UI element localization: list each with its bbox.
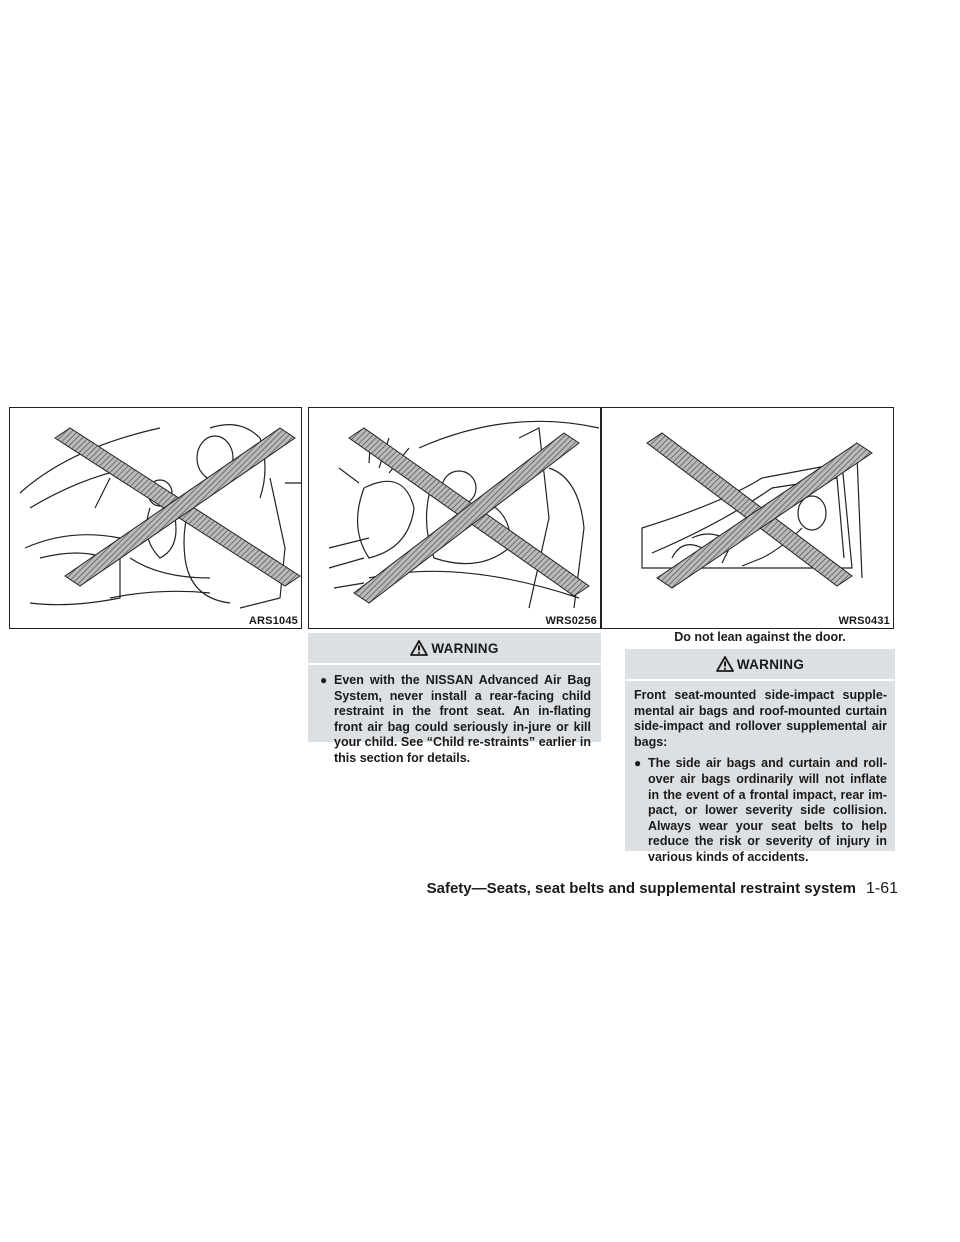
warning-bullet	[634, 756, 887, 865]
warning-intro: Front seat-mounted side-impact supple-mental air bags and roof-mounted curtain side-impact and rollover supplemental air bags:	[634, 688, 887, 749]
warning-title: WARNING	[736, 656, 805, 672]
warning-triangle-icon	[410, 640, 428, 656]
figure-code: WRS0256	[545, 615, 597, 627]
page-number: 1-61	[865, 880, 898, 897]
warning-heading	[308, 633, 601, 665]
warning-bullet-text: The side air bags and curtain and roll-over air bags ordinarily will not inflate in the event of a frontal impact, rear im-pact, or lower severity side collision. Always wear your seat belts to help reduce the risk or severity of injury in various kinds of accidents.	[648, 756, 887, 864]
warning-bullet	[320, 673, 591, 767]
page-footer	[0, 880, 898, 898]
warning-box-side-airbags	[625, 649, 895, 864]
figure-code: ARS1045	[248, 615, 298, 627]
figure-code: WRS0431	[838, 615, 890, 627]
figure-child-on-lap	[9, 407, 302, 629]
warning-bullet-text: Even with the NISSAN Advanced Air Bag System, never install a rear-facing child restraint in the front seat. An in-flating front air bag could seriously in-jure or kill your child. See “Child re-straints” earlier in this section for details.	[334, 673, 591, 765]
figure-leaning-on-door	[601, 407, 894, 629]
bullet-icon: ●	[634, 756, 642, 771]
warning-heading	[625, 649, 895, 681]
figure-rear-facing-restraint	[308, 407, 601, 629]
section-title: Safety—Seats, seat belts and supplemental restraint system	[426, 880, 856, 897]
warning-box-rear-facing	[308, 633, 601, 765]
warning-triangle-icon	[716, 656, 734, 672]
warning-title: WARNING	[431, 640, 499, 656]
bullet-icon: ●	[320, 673, 328, 687]
rear-facing-restraint-illustration	[309, 408, 601, 629]
child-on-lap-illustration	[10, 408, 302, 629]
figure-caption: Do not lean against the door.	[674, 630, 846, 644]
leaning-on-door-illustration	[602, 408, 894, 629]
